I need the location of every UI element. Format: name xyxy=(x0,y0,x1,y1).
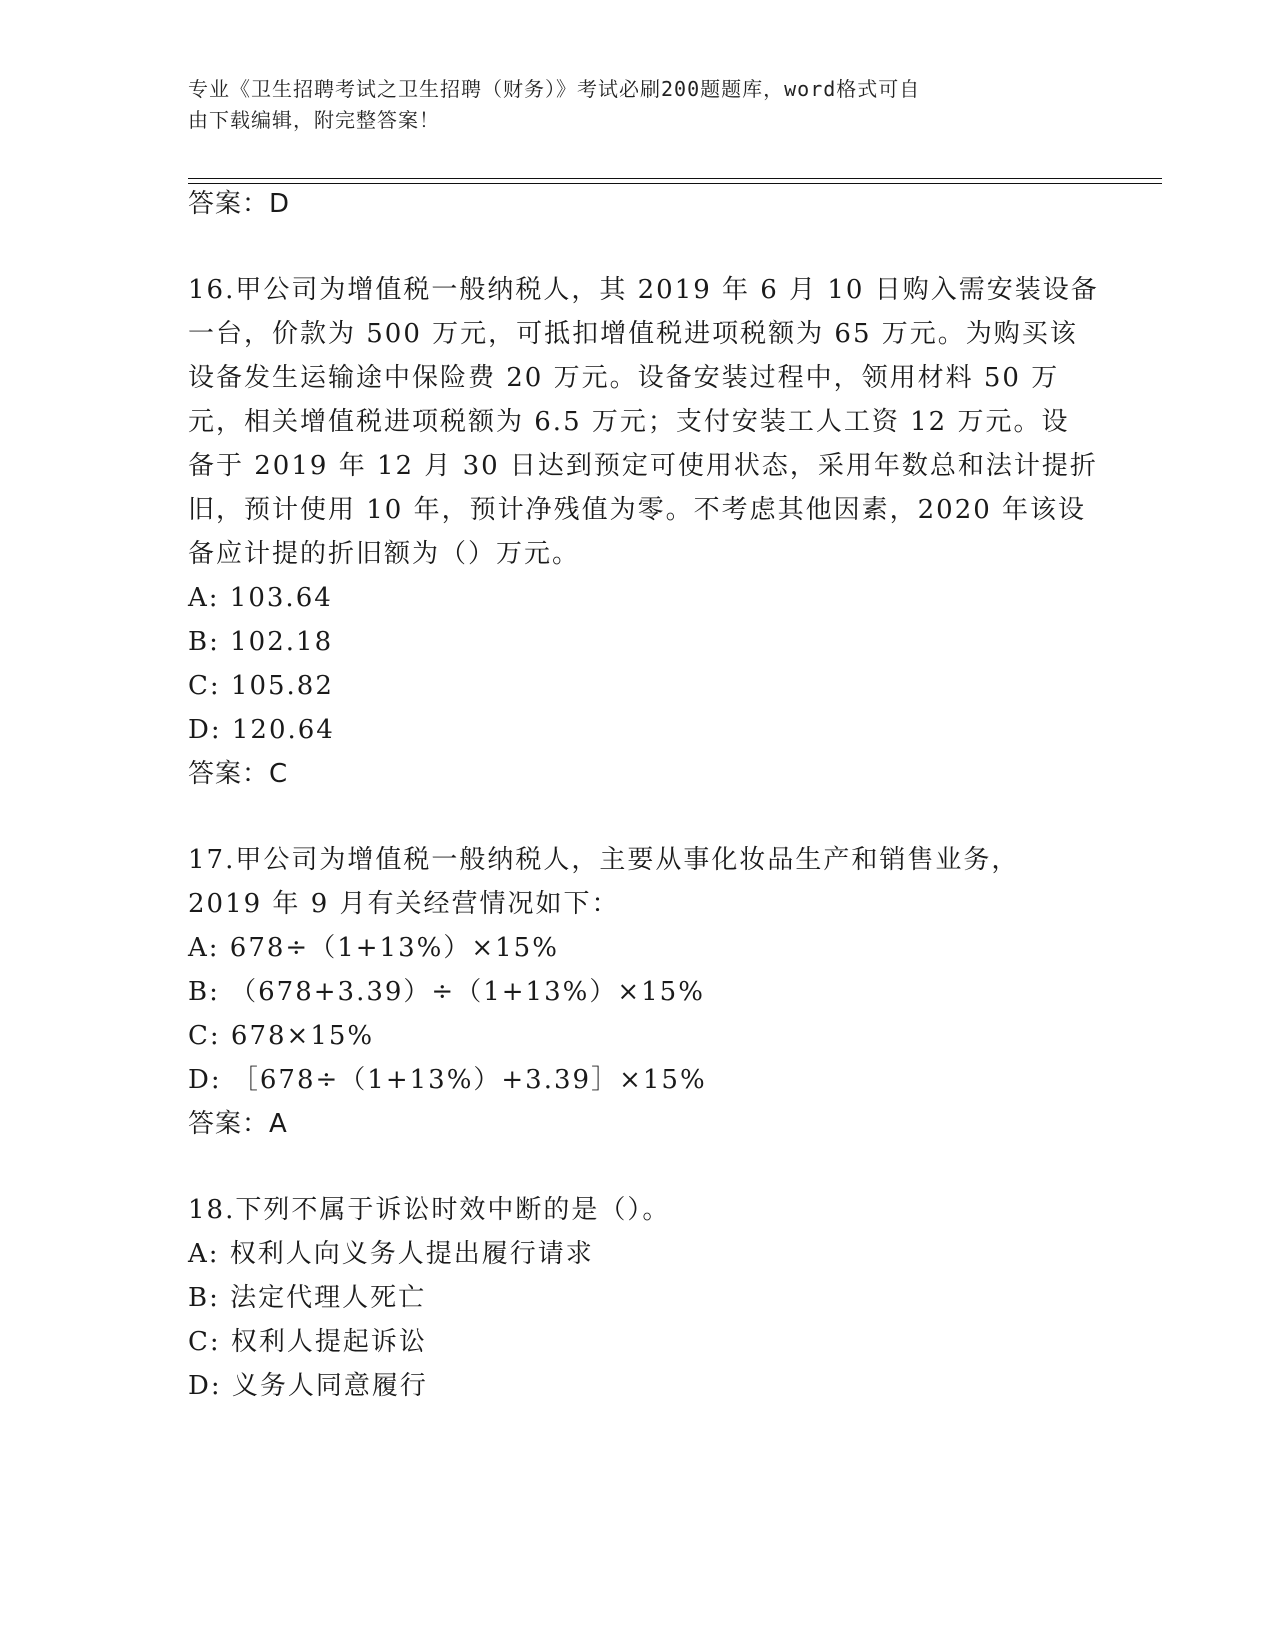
document-header xyxy=(188,74,1088,136)
q16-text-line-7: 备应计提的折旧额为（）万元。 xyxy=(188,539,581,569)
q18-text-line-1: 18.下列不属于诉讼时效中断的是（）。 xyxy=(188,1195,671,1225)
q16-text-line-4: 元，相关增值税进项税额为 6.5 万元；支付安装工人工资 12 万元。设 xyxy=(188,407,1070,437)
q16-text-line-5: 备于 2019 年 12 月 30 日达到预定可使用状态，采用年数总和法计提折 xyxy=(188,451,1098,481)
q18-option-a: A: 权利人向义务人提出履行请求 xyxy=(188,1239,594,1269)
prev-answer: 答案：D xyxy=(188,189,291,219)
q16-option-d: D: 120.64 xyxy=(188,715,335,745)
q17-option-d: D: ［678÷（1+13%）+3.39］×15% xyxy=(188,1065,707,1095)
q17-option-a: A: 678÷（1+13%）×15% xyxy=(188,933,559,963)
header-divider-top xyxy=(188,178,1162,179)
q17-option-b: B: （678+3.39）÷（1+13%）×15% xyxy=(188,977,705,1007)
q16-text-line-3: 设备发生运输途中保险费 20 万元。设备安装过程中，领用材料 50 万 xyxy=(188,363,1060,393)
q17-text-line-2: 2019 年 9 月有关经营情况如下： xyxy=(188,889,620,919)
q18-option-c: C: 权利人提起诉讼 xyxy=(188,1327,427,1357)
header-line-2: 由下载编辑，附完整答案！ xyxy=(188,108,440,132)
q17-answer: 答案：A xyxy=(188,1109,288,1139)
q16-text-line-6: 旧，预计使用 10 年，预计净残值为零。不考虑其他因素，2020 年该设 xyxy=(188,495,1087,525)
q16-answer: 答案：C xyxy=(188,759,289,789)
q17-text-line-1: 17.甲公司为增值税一般纳税人，主要从事化妆品生产和销售业务， xyxy=(188,845,1020,875)
q16-option-a: A: 103.64 xyxy=(188,583,333,613)
q16-text-line-2: 一台，价款为 500 万元，可抵扣增值税进项税额为 65 万元。为购买该 xyxy=(188,319,1078,349)
q17-option-c: C: 678×15% xyxy=(188,1021,375,1051)
header-divider-bottom xyxy=(188,183,1162,184)
q18-option-d: D: 义务人同意履行 xyxy=(188,1371,428,1401)
q16-text-line-1: 16.甲公司为增值税一般纳税人，其 2019 年 6 月 10 日购入需安装设备 xyxy=(188,275,1099,305)
q18-option-b: B: 法定代理人死亡 xyxy=(188,1283,427,1313)
q16-option-c: C: 105.82 xyxy=(188,671,334,701)
q16-option-b: B: 102.18 xyxy=(188,627,334,657)
header-line-1: 专业《卫生招聘考试之卫生招聘（财务）》考试必刷200题题库，word格式可自 xyxy=(188,77,921,101)
